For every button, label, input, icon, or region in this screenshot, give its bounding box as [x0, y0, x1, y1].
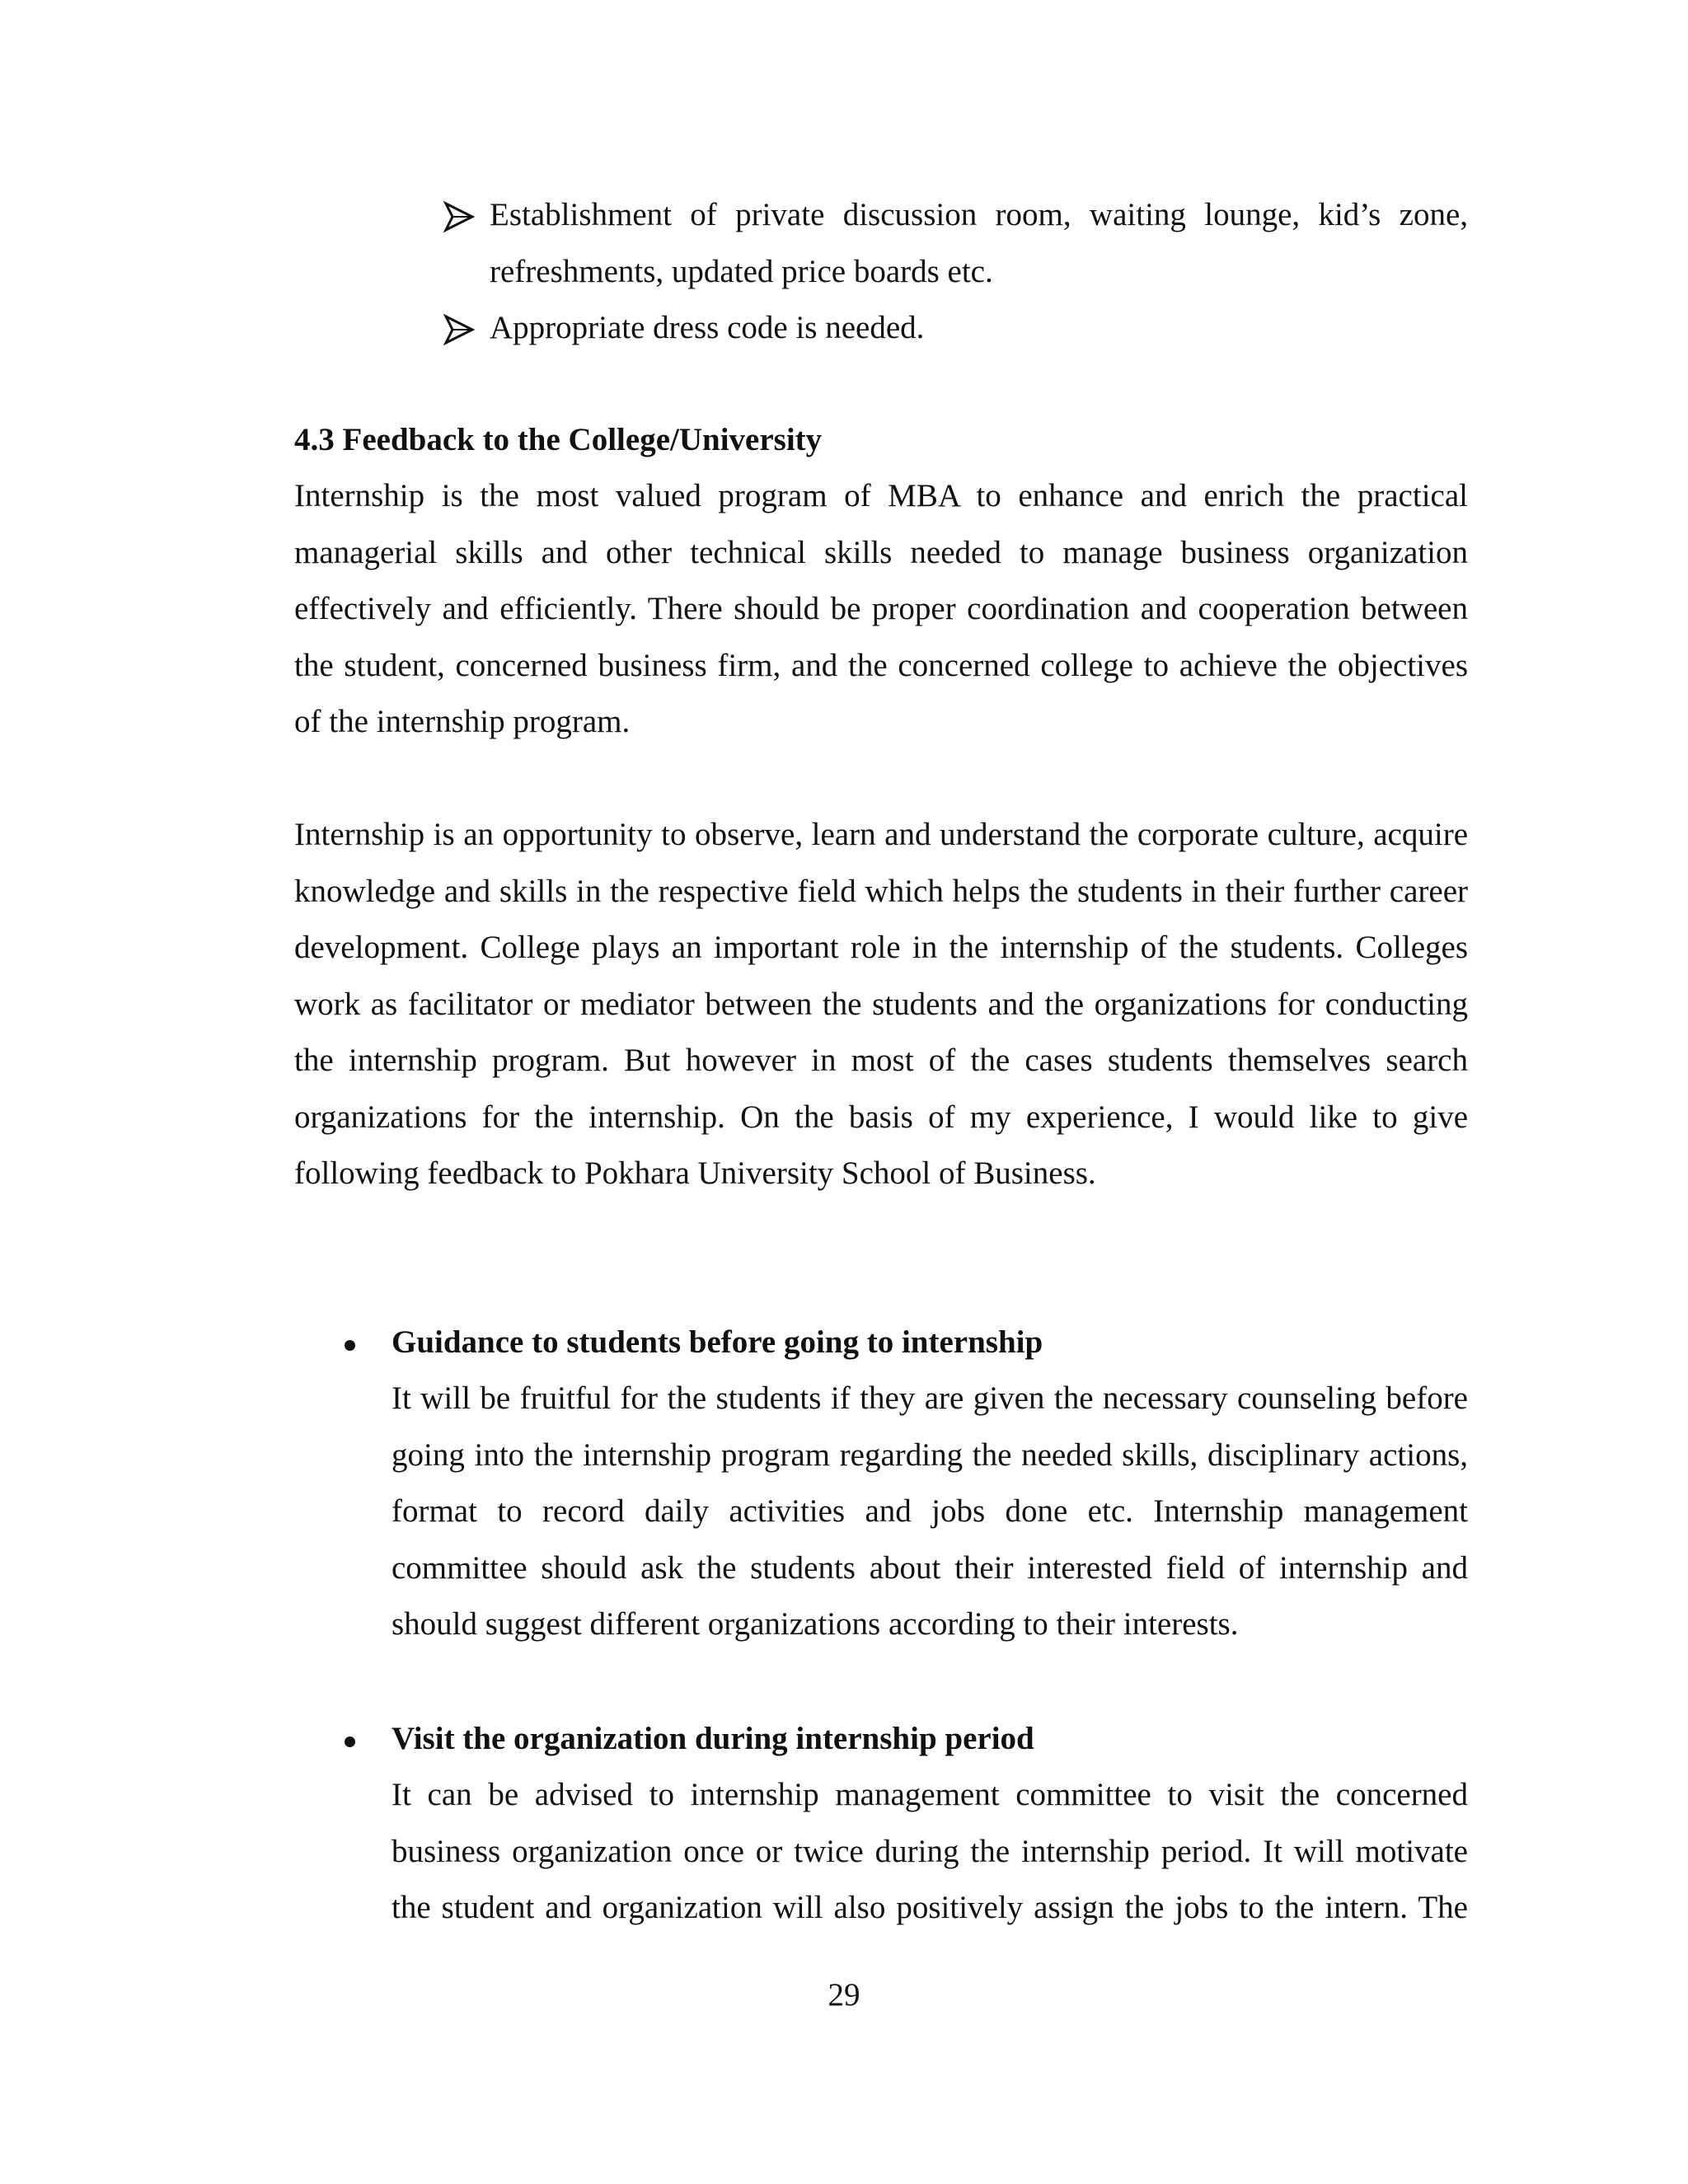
paragraph: Internship is the most valued program of MBA to enhance and enrich the practical managerial skills and other technical skills needed to manage business organization effectively and efficiently. There should be proper coordination and cooperation between the student, concerned business firm, and the concerned college to achieve the objectives of the internship program. — [294, 478, 1468, 739]
feedback-item-title: Visit the organization during internship period — [392, 1721, 1034, 1756]
arrow-bullet-icon — [443, 313, 476, 346]
arrow-bullet-icon — [443, 200, 476, 233]
bullet-dot-icon — [345, 1340, 355, 1351]
page-number: 29 — [828, 1977, 860, 2013]
paragraph: Internship is an opportunity to observe, learn and understand the corporate culture, acquire knowledge and skills in the respective field which helps the students in their further career development. College plays an important role in the internship of the students. Colleges work as facilitator or mediator between the students and the organizations for conducting the internship program. But however in most of the cases students themselves search organizations for the internship. On the basis of my experience, I would like to give following feedback to Pokhara University School of Business. — [294, 817, 1468, 1191]
intro-list-item: Appropriate dress code is needed. — [490, 310, 925, 345]
intro-list-item: Establishment of private discussion room, waiting lounge, kid’s zone, refreshments, updated price boards etc. — [490, 197, 1468, 289]
feedback-item-body: It can be advised to internship management committee to visit the concerned business organization once or twice during the internship period. It will motivate the student and organization will also positively assign the jobs to the intern. The — [392, 1777, 1468, 1925]
feedback-item-body: It will be fruitful for the students if they are given the necessary counseling before going into the internship program regarding the needed skills, disciplinary actions, format to record daily activities and jobs done etc. Internship management committee should ask the students about their interested field of internship and should suggest different organizations according to their interests. — [392, 1380, 1468, 1642]
section-heading: 4.3 Feedback to the College/University — [294, 422, 823, 457]
bullet-dot-icon — [345, 1736, 355, 1747]
feedback-item-title: Guidance to students before going to internship — [392, 1324, 1043, 1360]
